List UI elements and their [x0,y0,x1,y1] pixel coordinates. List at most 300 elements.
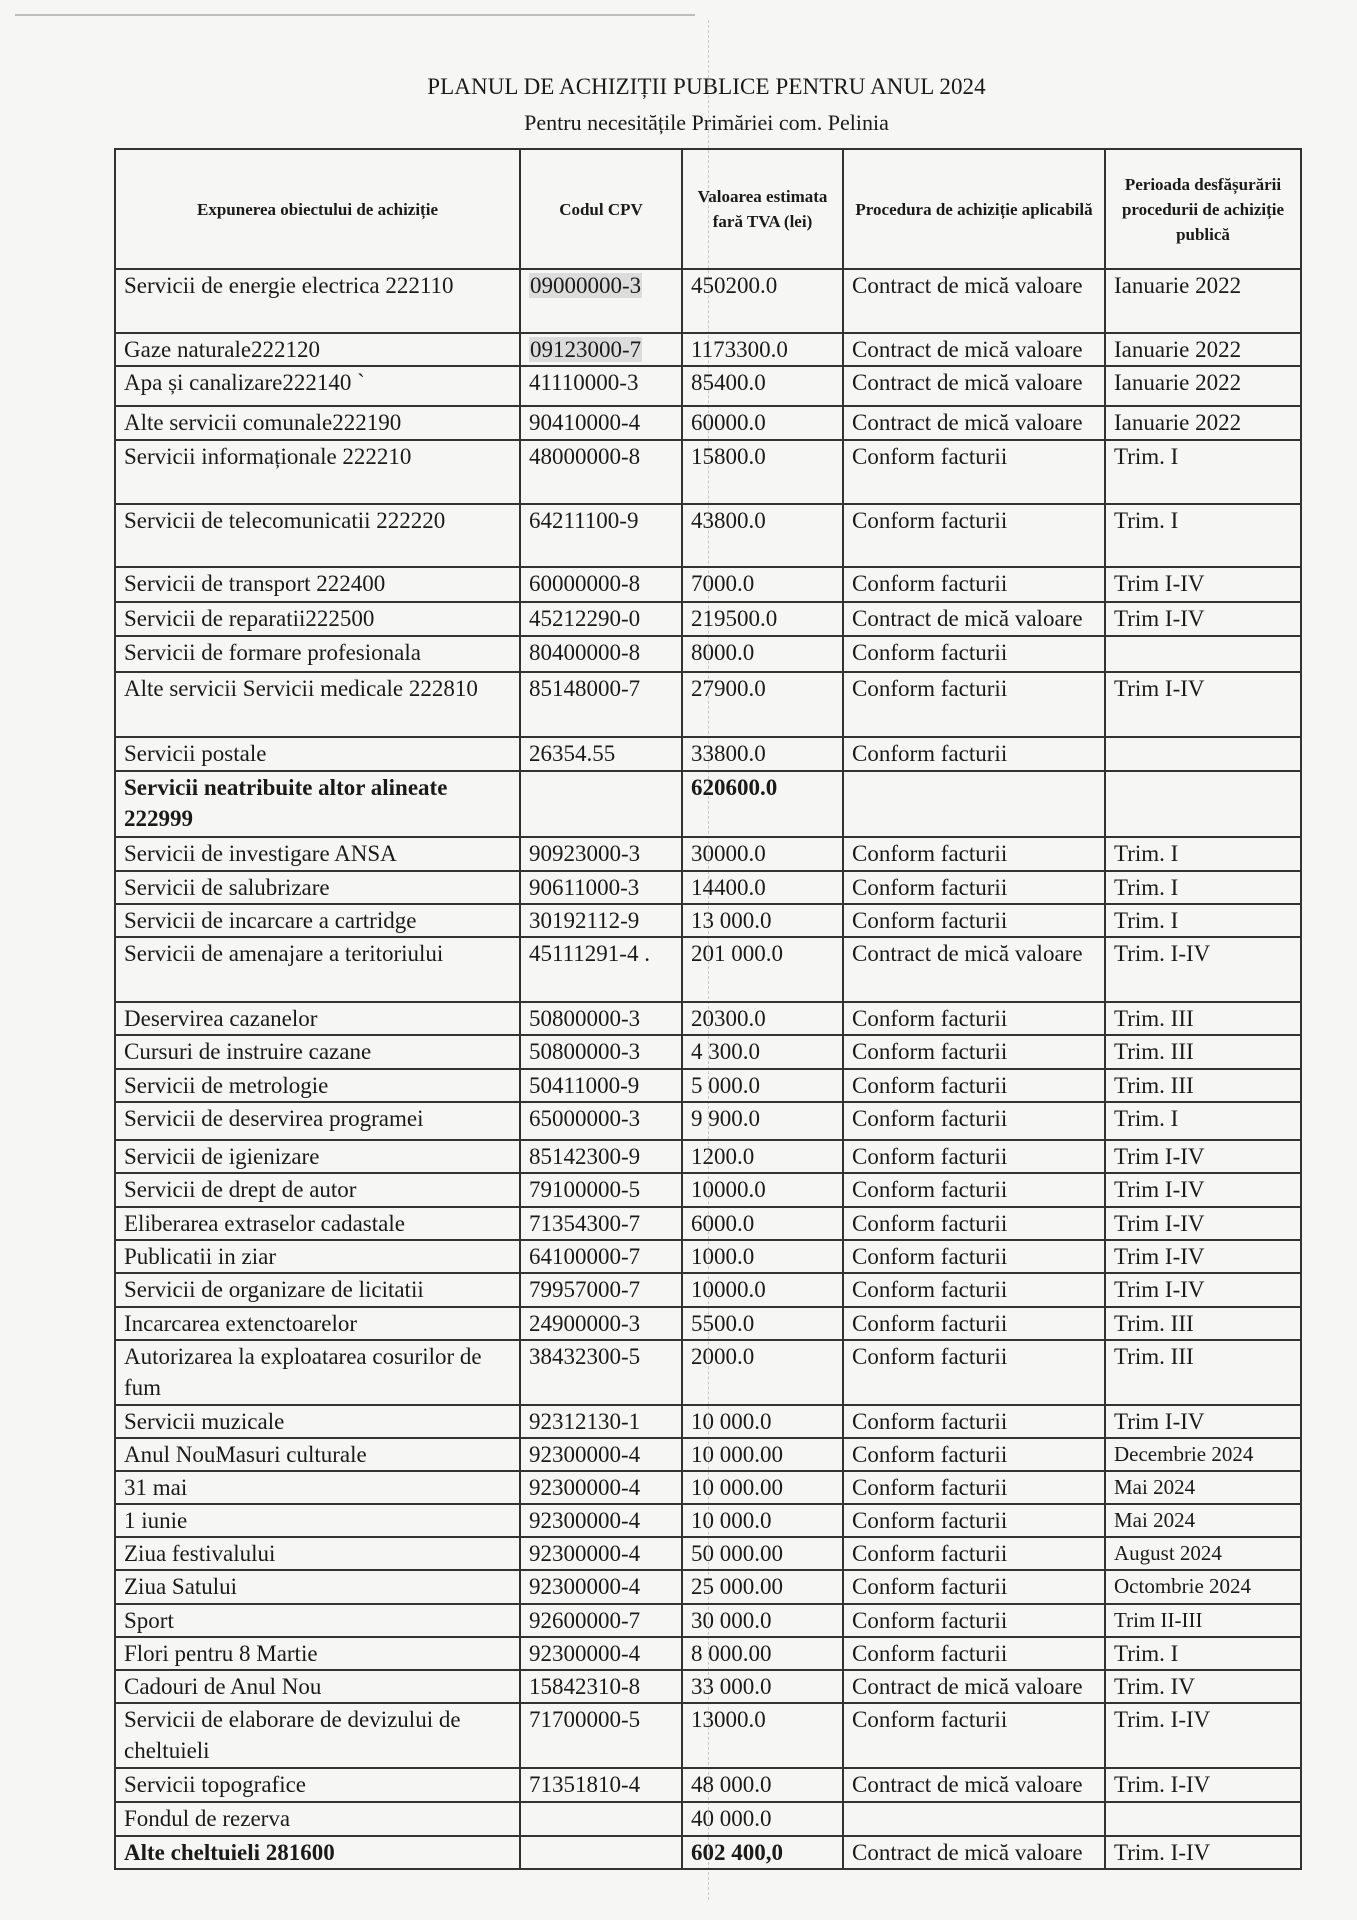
estimated-value-cell [682,737,843,771]
cpv-code-cell [520,1438,682,1471]
period-cell [1105,937,1301,1002]
cpv-code: 79957000-7 [529,1277,641,1302]
cpv-code-cell [520,1002,682,1035]
cpv-code: 71700000-5 [529,1707,641,1732]
procedure: Conform facturii [852,1106,1008,1131]
table-row [115,1140,1301,1173]
period: August 2024 [1114,1541,1222,1565]
cpv-code: 85148000-7 [529,676,641,701]
procedure-cell [843,1069,1105,1102]
table-row [115,1570,1301,1604]
procedure-cell [843,1836,1105,1869]
cpv-code: 26354.55 [529,741,616,766]
procedure: Conform facturii [852,1608,1008,1633]
procedure-cell [843,1405,1105,1438]
cpv-code-cell [520,771,682,837]
table-row [115,1637,1301,1670]
item-description: Autorizarea la exploatarea cosurilor de fum [124,1344,482,1400]
estimated-value: 450200.0 [691,273,778,298]
period: Trim I-IV [1114,1244,1205,1269]
period: Ianuarie 2022 [1114,337,1242,362]
table-row [115,406,1301,440]
procedure-cell [843,1537,1105,1570]
item-description-cell [115,1836,520,1869]
procedure-cell [843,1207,1105,1240]
item-description: Servicii de formare profesionala [124,640,421,665]
item-description: Servicii de telecomunicatii 222220 [124,508,446,533]
period-cell [1105,837,1301,871]
period: Trim I-IV [1114,1144,1205,1169]
procedure: Conform facturii [852,1177,1008,1202]
cpv-code: 38432300-5 [529,1344,641,1369]
procedure: Conform facturii [852,1039,1008,1064]
item-description-cell [115,602,520,636]
item-description: Servicii de investigare ANSA [124,841,397,866]
table-row [115,1670,1301,1703]
procedure-cell [843,837,1105,871]
cpv-code-cell [520,1273,682,1307]
procedure-cell [843,636,1105,672]
cpv-code-cell [520,1471,682,1504]
estimated-value-cell [682,871,843,904]
item-description: Servicii muzicale [124,1409,285,1434]
item-description-cell [115,1537,520,1570]
estimated-value-cell [682,1340,843,1405]
estimated-value: 13000.0 [691,1707,766,1732]
procedure: Conform facturii [852,1144,1008,1169]
item-description: Apa și canalizare222140 ` [124,370,365,395]
period-cell [1105,1035,1301,1069]
estimated-value: 10 000.0 [691,1508,772,1533]
header-description: Expunerea obiectului de achiziție [115,149,520,269]
procedure: Conform facturii [852,444,1008,469]
estimated-value-cell [682,904,843,937]
table-row [115,333,1301,366]
period: Trim. III [1114,1073,1194,1098]
procedure-cell [843,602,1105,636]
period: Trim. III [1114,1039,1194,1064]
cpv-code: 92300000-4 [529,1508,641,1533]
procedure-cell [843,1102,1105,1140]
period-cell [1105,567,1301,602]
cpv-code-cell [520,1637,682,1670]
item-description: Servicii informaționale 222210 [124,444,412,469]
procedure-cell [843,1637,1105,1670]
procedure: Conform facturii [852,1574,1008,1599]
cpv-code-cell [520,1570,682,1604]
procedure-cell [843,937,1105,1002]
estimated-value-cell [682,1102,843,1140]
item-description: Servicii de transport 222400 [124,571,386,596]
estimated-value-cell [682,1307,843,1340]
cpv-code: 30192112-9 [529,908,640,933]
period-cell [1105,1405,1301,1438]
procedure-cell [843,1240,1105,1273]
procedure-cell [843,1768,1105,1802]
period-cell [1105,1504,1301,1537]
period-cell [1105,1438,1301,1471]
period: Trim I-IV [1114,676,1205,701]
item-description: Cursuri de instruire cazane [124,1039,372,1064]
estimated-value: 2000.0 [691,1344,755,1369]
item-description: Sport [124,1608,174,1633]
cpv-code: 50411000-9 [529,1073,640,1098]
period-cell [1105,440,1301,504]
item-description: Ziua festivalului [124,1541,276,1566]
item-description: 31 mai [124,1475,188,1500]
cpv-code-cell [520,440,682,504]
estimated-value: 40 000.0 [691,1806,772,1831]
item-description-cell [115,1002,520,1035]
cpv-code-cell [520,1405,682,1438]
period: Trim. I [1114,908,1179,933]
period: Octombrie 2024 [1114,1574,1252,1598]
cpv-code-cell [520,1768,682,1802]
procedure: Conform facturii [852,571,1008,596]
item-description-cell [115,1703,520,1768]
table-row [115,440,1301,504]
estimated-value-cell [682,771,843,837]
period-cell [1105,1768,1301,1802]
procedure-cell [843,504,1105,567]
period-cell [1105,1069,1301,1102]
item-description-cell [115,333,520,366]
table-row [115,1537,1301,1570]
period: Trim. I [1114,841,1179,866]
estimated-value-cell [682,636,843,672]
item-description-cell [115,366,520,406]
period: Trim I-IV [1114,606,1205,631]
cpv-code: 15842310-8 [529,1674,641,1699]
cpv-code-cell [520,1670,682,1703]
estimated-value-cell [682,504,843,567]
cpv-code: 71351810-4 [529,1772,641,1797]
table-row [115,1240,1301,1273]
period: Trim I-IV [1114,571,1205,596]
item-description-cell [115,1637,520,1670]
estimated-value: 13 000.0 [691,908,772,933]
procedure-cell [843,1570,1105,1604]
estimated-value: 7000.0 [691,571,755,596]
item-description-cell [115,1802,520,1836]
period: Trim. I [1114,508,1179,533]
cpv-code: 50800000-3 [529,1006,641,1031]
table-row [115,1207,1301,1240]
period-cell [1105,1173,1301,1207]
item-description: Servicii de salubrizare [124,875,330,900]
table-row [115,1002,1301,1035]
item-description: Servicii de energie electrica 222110 [124,273,454,298]
cpv-code-cell [520,1140,682,1173]
table-row [115,1173,1301,1207]
table-row [115,602,1301,636]
document-subtitle: Pentru necesitățile Primăriei com. Pelinia [524,110,889,135]
estimated-value-cell [682,1537,843,1570]
table-row [115,1102,1301,1140]
item-description: 1 iunie [124,1508,188,1533]
document-title: PLANUL DE ACHIZIȚII PUBLICE PENTRU ANUL 2024 [427,74,986,99]
estimated-value: 10 000.00 [691,1442,783,1467]
procedure-cell [843,440,1105,504]
table-row [115,366,1301,406]
item-description-cell [115,1307,520,1340]
cpv-code: 92312130-1 [529,1409,641,1434]
estimated-value: 50 000.00 [691,1541,783,1566]
estimated-value-cell [682,1069,843,1102]
cpv-code-cell [520,937,682,1002]
estimated-value-cell [682,333,843,366]
estimated-value-cell [682,602,843,636]
scan-edge-line [15,14,695,16]
table-row [115,904,1301,937]
procedure-cell [843,737,1105,771]
procedure: Conform facturii [852,1311,1008,1336]
procedure-cell [843,1307,1105,1340]
item-description: Servicii de elaborare de devizului de cheltuieli [124,1707,461,1763]
table-row [115,1703,1301,1768]
period-cell [1105,672,1301,737]
period: Trim. III [1114,1344,1194,1369]
table-row [115,1273,1301,1307]
estimated-value-cell [682,406,843,440]
estimated-value-cell [682,1140,843,1173]
procedure: Contract de mică valoare [852,1772,1083,1797]
procedure: Conform facturii [852,741,1008,766]
estimated-value-cell [682,269,843,333]
estimated-value: 1000.0 [691,1244,755,1269]
cpv-code: 80400000-8 [529,640,641,665]
procedure: Conform facturii [852,676,1008,701]
cpv-code-cell [520,1340,682,1405]
item-description: Servicii postale [124,741,267,766]
procedure: Contract de mică valoare [852,410,1083,435]
table-row [115,1471,1301,1504]
estimated-value: 14400.0 [691,875,766,900]
procedure-cell [843,871,1105,904]
procurement-plan-table [114,148,1302,1870]
item-description: Servicii de incarcare a cartridge [124,908,417,933]
item-description-cell [115,440,520,504]
period: Ianuarie 2022 [1114,370,1242,395]
cpv-code-cell [520,567,682,602]
table-row [115,1035,1301,1069]
procedure-cell [843,1273,1105,1307]
procedure-cell [843,1340,1105,1405]
item-description-cell [115,269,520,333]
estimated-value: 10 000.00 [691,1475,783,1500]
item-description: Fondul de rezerva [124,1806,291,1831]
table-row [115,737,1301,771]
item-description: Publicatii in ziar [124,1244,277,1269]
cpv-code-cell [520,1703,682,1768]
estimated-value: 602 400,0 [691,1840,783,1865]
procedure-cell [843,567,1105,602]
estimated-value-cell [682,440,843,504]
table-row [115,567,1301,602]
procedure-cell [843,366,1105,406]
item-description: Ziua Satului [124,1574,238,1599]
procedure: Conform facturii [852,1006,1008,1031]
item-description-cell [115,937,520,1002]
period: Trim I-IV [1114,1277,1205,1302]
procedure-cell [843,1703,1105,1768]
procedure: Contract de mică valoare [852,370,1083,395]
procedure: Contract de mică valoare [852,1674,1083,1699]
estimated-value-cell [682,837,843,871]
procedure-cell [843,406,1105,440]
procedure: Conform facturii [852,1244,1008,1269]
cpv-code-cell [520,1537,682,1570]
item-description-cell [115,1207,520,1240]
procedure-cell [843,1035,1105,1069]
cpv-code: 50800000-3 [529,1039,641,1064]
period-cell [1105,771,1301,837]
cpv-code-cell [520,871,682,904]
period: Mai 2024 [1114,1475,1196,1499]
period: Trim. I-IV [1114,1840,1211,1865]
period: Trim I-IV [1114,1177,1205,1202]
item-description-cell [115,1604,520,1637]
period: Trim. III [1114,1006,1194,1031]
estimated-value: 33800.0 [691,741,766,766]
estimated-value: 20300.0 [691,1006,766,1031]
procedure: Conform facturii [852,640,1008,665]
table-row [115,504,1301,567]
item-description-cell [115,771,520,837]
period-cell [1105,269,1301,333]
period: Trim II-III [1114,1608,1203,1632]
cpv-code: 92300000-4 [529,1541,641,1566]
cpv-code-cell [520,737,682,771]
procedure-cell [843,1604,1105,1637]
item-description: Gaze naturale222120 [124,337,321,362]
cpv-code: 45212290-0 [529,606,641,631]
cpv-code: 92600000-7 [529,1608,641,1633]
table-row [115,1802,1301,1836]
period-cell [1105,1637,1301,1670]
estimated-value-cell [682,1637,843,1670]
estimated-value-cell [682,366,843,406]
procedure-cell [843,1002,1105,1035]
estimated-value: 1200.0 [691,1144,755,1169]
period: Ianuarie 2022 [1114,410,1242,435]
procedure: Contract de mică valoare [852,337,1083,362]
period: Trim. I [1114,444,1179,469]
cpv-code-cell [520,1504,682,1537]
procedure-cell [843,333,1105,366]
period-cell [1105,1102,1301,1140]
estimated-value-cell [682,1207,843,1240]
cpv-code-cell [520,1207,682,1240]
table-row [115,1504,1301,1537]
cpv-code-cell [520,406,682,440]
estimated-value: 27900.0 [691,676,766,701]
item-description: Servicii neatribuite altor alineate 222999 [124,775,448,831]
cpv-code: 09000000-3 [530,273,642,298]
header-procedure: Procedura de achiziție aplicabilă [843,149,1105,269]
period: Trim. I-IV [1114,941,1211,966]
estimated-value: 15800.0 [691,444,766,469]
item-description: Incarcarea extenctoarelor [124,1311,358,1336]
procedure: Conform facturii [852,1344,1008,1369]
estimated-value-cell [682,1504,843,1537]
item-description-cell [115,1471,520,1504]
cpv-code: 90923000-3 [529,841,641,866]
table-row [115,1604,1301,1637]
estimated-value: 10 000.0 [691,1409,772,1434]
item-description-cell [115,837,520,871]
item-description: Servicii de reparatii222500 [124,606,375,631]
period-cell [1105,1307,1301,1340]
estimated-value: 201 000.0 [691,941,783,966]
period: Trim. I-IV [1114,1772,1211,1797]
estimated-value: 6000.0 [691,1211,755,1236]
cpv-code: 71354300-7 [529,1211,641,1236]
cpv-code-cell [520,1307,682,1340]
estimated-value: 33 000.0 [691,1674,772,1699]
item-description-cell [115,1102,520,1140]
period: Trim. I [1114,1641,1179,1666]
header-estimated-value: Valoarea estimata fară TVA (lei) [682,149,843,269]
cpv-code-cell [520,1240,682,1273]
estimated-value-cell [682,567,843,602]
period: Mai 2024 [1114,1508,1196,1532]
cpv-code: 45111291-4 . [529,941,650,966]
procedure: Conform facturii [852,1073,1008,1098]
item-description: Servicii de drept de autor [124,1177,357,1202]
table-row [115,269,1301,333]
cpv-code: 92300000-4 [529,1442,641,1467]
estimated-value-cell [682,672,843,737]
estimated-value: 85400.0 [691,370,766,395]
cpv-code: 79100000-5 [529,1177,641,1202]
cpv-code: 41110000-3 [529,370,639,395]
item-description: Eliberarea extraselor cadastale [124,1211,405,1236]
cpv-code-cell [520,1069,682,1102]
procedure-cell [843,1504,1105,1537]
procedure-cell [843,1438,1105,1471]
estimated-value-cell [682,1836,843,1869]
item-description-cell [115,1035,520,1069]
estimated-value-cell [682,1405,843,1438]
procedure: Conform facturii [852,908,1008,933]
estimated-value-cell [682,1768,843,1802]
procedure-cell [843,1173,1105,1207]
item-description-cell [115,1768,520,1802]
item-description-cell [115,904,520,937]
table-row [115,771,1301,837]
cpv-code: 85142300-9 [529,1144,641,1169]
estimated-value: 620600.0 [691,775,778,800]
procedure-cell [843,771,1105,837]
period: Ianuarie 2022 [1114,273,1242,298]
cpv-code-cell [520,904,682,937]
table-row [115,1340,1301,1405]
period-cell [1105,1240,1301,1273]
procedure: Contract de mică valoare [852,941,1083,966]
period: Trim. I [1114,1106,1179,1131]
item-description: Alte servicii Servicii medicale 222810 [124,676,478,701]
cpv-code-cell [520,366,682,406]
estimated-value-cell [682,1703,843,1768]
period-cell [1105,1340,1301,1405]
cpv-code: 92300000-4 [529,1475,641,1500]
item-description-cell [115,1173,520,1207]
cpv-code-cell [520,1836,682,1869]
period-cell [1105,333,1301,366]
cpv-code-cell [520,1173,682,1207]
estimated-value: 48 000.0 [691,1772,772,1797]
